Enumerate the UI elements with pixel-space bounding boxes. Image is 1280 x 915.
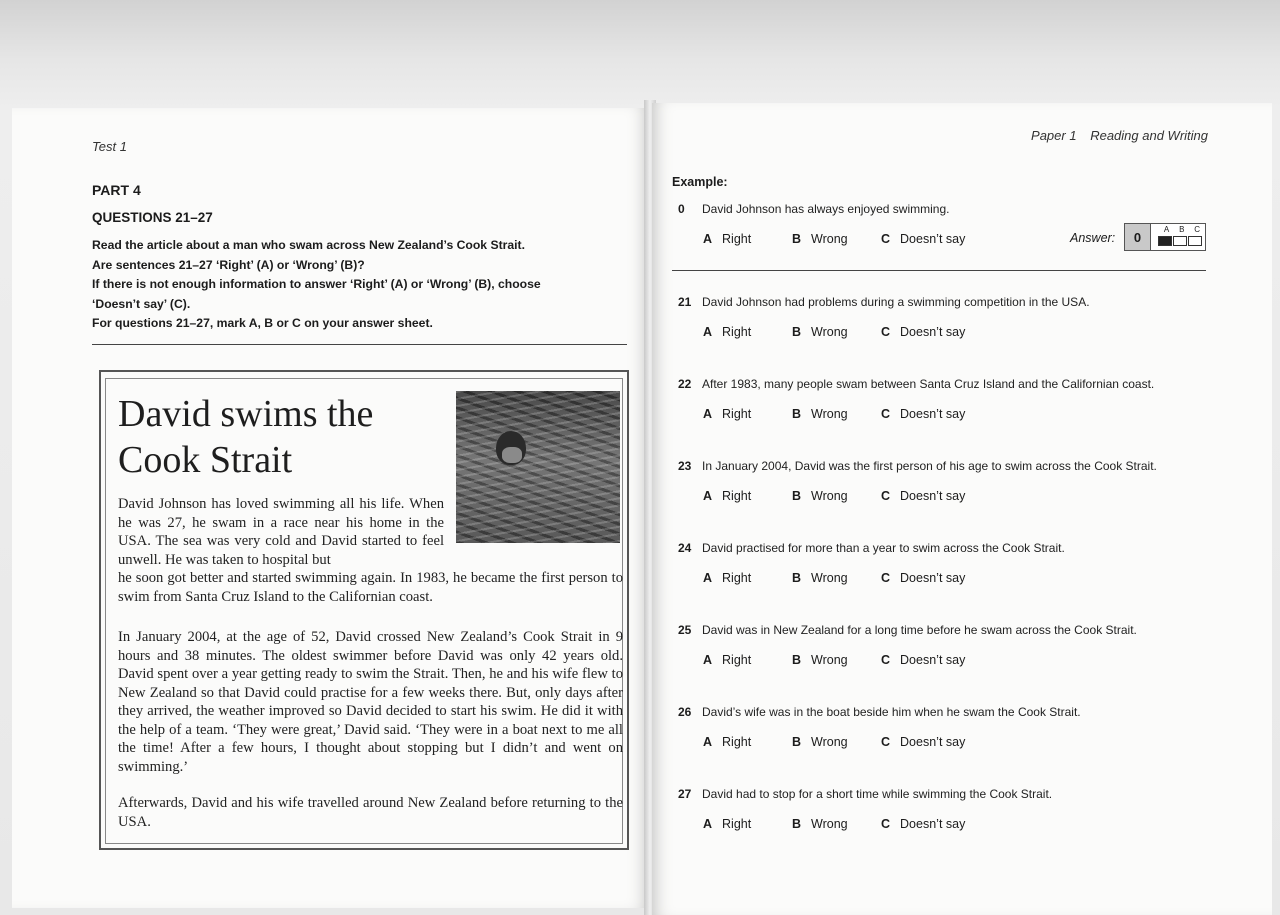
question-text: After 1983, many people swam between Santa Cruz Island and the Californian coast. (702, 377, 1155, 391)
question-text: David Johnson has always enjoyed swimming. (702, 202, 950, 216)
paper-section: Reading and Writing (1090, 128, 1208, 143)
article-paragraph-1-top: David Johnson has loved swimming all his life. When he was 27, he swam in a race near his home in the USA. The sea was very cold and David started to feel unwell. He was taken to hospital but (118, 496, 444, 568)
instruction-line: For questions 21–27, mark A, B or C on your answer sheet. (92, 316, 433, 330)
option-c: C Doesn’t say (881, 489, 966, 503)
option-b: B Wrong (792, 653, 848, 667)
question-number: 27 (678, 787, 692, 801)
option-c: C Doesn’t say (881, 653, 966, 667)
instruction-line: Are sentences 21–27 ‘Right’ (A) or ‘Wrong’ (B)? (92, 257, 365, 272)
option-a: A Right (703, 407, 752, 421)
option-c: C Doesn’t say (881, 571, 966, 585)
answer-cell-c (1188, 236, 1202, 246)
article-paragraph-3: Afterwards, David and his wife travelled around New Zealand before returning to the USA. (118, 795, 623, 830)
option-b: B Wrong (792, 407, 848, 421)
question-number: 26 (678, 705, 692, 719)
example-answer-box (1124, 223, 1206, 251)
answer-letter-a: A (1163, 225, 1170, 234)
option-a: A Right (703, 653, 752, 667)
swimmer-photo (456, 391, 620, 543)
article-box (99, 370, 629, 850)
running-header-paper (1021, 128, 1208, 143)
question-text: David Johnson had problems during a swimming competition in the USA. (702, 295, 1090, 309)
question-text: David practised for more than a year to swim across the Cook Strait. (702, 541, 1065, 555)
option-b: B Wrong (792, 735, 848, 749)
answer-label: Answer: (1070, 231, 1116, 245)
option-a: A Right (703, 489, 752, 503)
article-title: David swims the Cook Strait (118, 393, 374, 481)
answer-cell-a-filled (1158, 236, 1172, 246)
option-c: C Doesn’t say (881, 817, 966, 831)
example-label: Example: (672, 175, 728, 189)
option-b: B Wrong (792, 817, 848, 831)
option-a: A Right (703, 325, 752, 339)
instruction-line: If there is not enough information to answer ‘Right’ (A) or ‘Wrong’ (B), choose (92, 277, 541, 291)
question-number: 22 (678, 377, 692, 391)
right-page (652, 103, 1272, 915)
option-c: C Doesn’t say (881, 407, 966, 421)
part-title: PART 4 (92, 182, 141, 198)
divider-rule (672, 270, 1206, 271)
instructions (92, 236, 592, 334)
option-b: B Wrong (792, 571, 848, 585)
question-number: 23 (678, 459, 692, 473)
question-text: In January 2004, David was the first person of his age to swim across the Cook Strait. (702, 459, 1157, 473)
answer-number: 0 (1125, 224, 1151, 250)
article-frame (105, 378, 623, 844)
answer-letter-b: B (1179, 225, 1185, 234)
questions-range-title: QUESTIONS 21–27 (92, 210, 213, 225)
question-number: 21 (678, 295, 692, 309)
option-a: A Right (703, 735, 752, 749)
running-header-test: Test 1 (92, 139, 127, 154)
question-text: David had to stop for a short time while swimming the Cook Strait. (702, 787, 1053, 801)
face-shape (502, 447, 522, 463)
divider-rule (92, 344, 627, 345)
answer-letters (1159, 225, 1205, 234)
left-page (12, 108, 648, 908)
option-c: C Doesn’t say (881, 232, 966, 246)
answer-cells (1158, 236, 1203, 246)
article-paragraph-1-bottom: he soon got better and started swimming again. In 1983, he became the first person to swim from Santa Cruz Island to the Californian coast. (118, 570, 623, 605)
option-b: B Wrong (792, 325, 848, 339)
option-c: C Doesn’t say (881, 325, 966, 339)
instruction-line: ‘Doesn’t say’ (C). (92, 296, 191, 311)
option-c: C Doesn’t say (881, 735, 966, 749)
question-number: 24 (678, 541, 692, 555)
instruction-line: Read the article about a man who swam across New Zealand’s Cook Strait. (92, 238, 526, 252)
question-number: 25 (678, 623, 692, 637)
article-paragraph-2: In January 2004, at the age of 52, David crossed New Zealand’s Cook Strait in 9 hours and 38 minutes. The oldest swimmer before David was only 42 years old. David spent over a year getting ready to swim the Strait. Then, he and his wife flew to New Zealand so that David could practise for a few weeks there. But, only days after they arrived, the weather improved so David decided to start his swim. He did it with the help of a team. ‘They were great,’ David said. ‘They were in a boat next to me all the time! After a few hours, I thought about stopping but I didn’t and went on swimming.’ (118, 629, 623, 775)
option-b: B Wrong (792, 489, 848, 503)
option-a: A Right (703, 232, 752, 246)
paper-number: Paper 1 (1031, 128, 1077, 143)
option-b: B Wrong (792, 232, 848, 246)
question-text: David’s wife was in the boat beside him when he swam the Cook Strait. (702, 705, 1081, 719)
answer-cell-b (1173, 236, 1187, 246)
question-text: David was in New Zealand for a long time before he swam across the Cook Strait. (702, 623, 1137, 637)
answer-letter-c: C (1194, 225, 1201, 234)
question-number: 0 (678, 202, 685, 216)
option-a: A Right (703, 817, 752, 831)
option-a: A Right (703, 571, 752, 585)
